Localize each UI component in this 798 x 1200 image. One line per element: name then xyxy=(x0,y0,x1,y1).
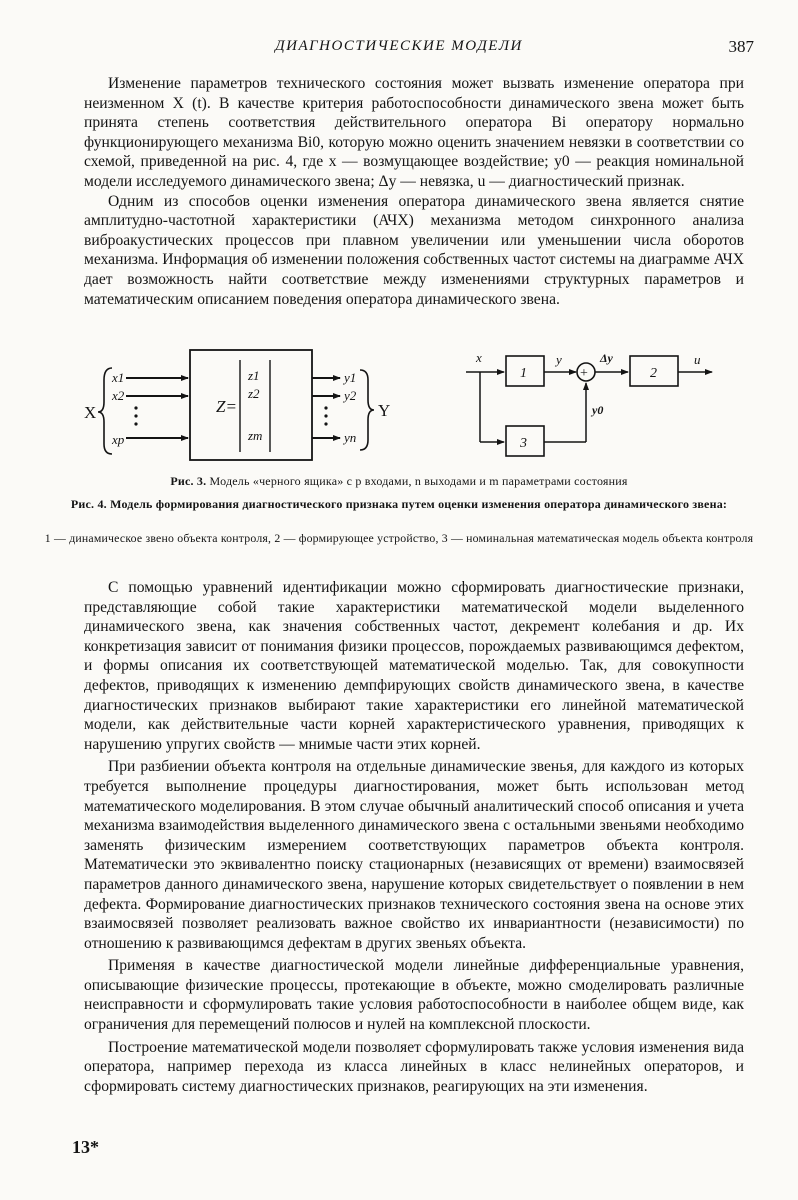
figure-3-caption xyxy=(44,474,754,489)
figure-3 xyxy=(84,350,390,460)
signature-mark: 13* xyxy=(72,1137,99,1157)
paragraph: Построение математической модели позволяет сформулировать также условия изменения вида оператора, например перехода из класса линейных в класс нелинейных операторов, и сформировать систему диагностических признаков, реагирующих на эти изменения. xyxy=(84,1038,744,1095)
paragraph: С помощью уравнений идентификации можно сформировать диагностические признаки, представляющие собой такие характеристики математической модели выделенного динамического звена, как значения собственных частот, декремент колебания и др. Их конкретизация зависит от понимания физики процессов, порождаемых развивающимся дефектом, и формы описания их соответствующей математической моделью. Так, для совокупности дефектов, приводящих к изменению демпфирующих свойств динамического звена, в качестве диагностических признаков выбирают такие характеристики его линейной математической модели, как действительные части корней характеристического уравнения, приводящих к нарушению упругих свойств — мнимые части этих корней. xyxy=(84,579,744,753)
paragraph: При разбиении объекта контроля на отдельные динамические звенья, для каждого из которых требуется выполнение процедуры диагностирования, может быть использован метод математического моделирования. В этом случае обычный аналитический способ описания и учета механизма взаимодействия выделенного динамического звена с остальными звеньями необходимо заменять физическим измерением соответствующих параметров объекта контроля. Математически это эквивалентно поиску стационарных (независящих от времени) взаимосвязей параметров данного динамического звена, нарушение которых свидетельствует о появлении в нем дефекта. Формирование диагностических признаков технического состояния звена на основе этих взаимосвязей позволяет реализовать важное свойство их инвариантности (независимости) по отношению к развивающимся дефектам в других звеньях объекта. xyxy=(84,758,744,952)
input-brace xyxy=(98,368,112,454)
block-number: 2 xyxy=(650,366,657,381)
input-label: xp xyxy=(112,432,125,447)
operator-label: Z= xyxy=(216,397,237,416)
intro-text-block xyxy=(84,74,744,309)
block-number: 3 xyxy=(520,436,527,451)
page-header xyxy=(0,38,798,62)
main-text-block xyxy=(84,578,744,1096)
output-label: y1 xyxy=(344,370,357,385)
figure-4-caption xyxy=(44,497,754,512)
figures-row xyxy=(64,340,754,462)
caption-lead: Рис. 3. xyxy=(170,474,207,488)
page-number: 387 xyxy=(728,37,754,56)
output-brace xyxy=(360,370,374,450)
signal-label: x xyxy=(476,350,482,365)
input-label: x2 xyxy=(112,388,125,403)
running-title: ДИАГНОСТИЧЕСКИЕ МОДЕЛИ xyxy=(275,38,523,54)
output-label: y2 xyxy=(344,388,357,403)
block-number: 1 xyxy=(520,366,527,381)
figure-4-legend: 1 — динамическое звено объекта контроля, 2 — формирующее устройство, 3 — номинальная математическая модель объекта контроля xyxy=(44,531,754,545)
sum-sign: + xyxy=(580,366,588,381)
caption-lead: Рис. 4. xyxy=(70,497,107,511)
black-box xyxy=(190,350,312,460)
signal-label: y xyxy=(556,352,562,367)
figure-4 xyxy=(466,350,712,456)
caption-text: Модель формирования диагностического признака путем оценки изменения оператора динамического звена: xyxy=(110,497,728,511)
caption-text: Модель «черного ящика» с p входами, n выходами и m параметрами состояния xyxy=(209,474,628,488)
paragraph: Изменение параметров технического состояния может вызвать изменение оператора при неизменном X (t). В качестве критерия работоспособности динамического звена может быть принята степень соответствия действительного оператора Bi оператору нормально функционирующего механизма Bi0, которую можно оценить значением невязки в соответствии со схемой, приведенной на рис. 4, где x — возмущающее воздействие; y0 — реакция номинальной модели исследуемого динамического звена; Δy — невязка, u — диагностический признак. xyxy=(84,75,744,190)
output-label: yn xyxy=(344,430,357,445)
input-group-label: X xyxy=(84,403,97,422)
parameter-label: z2 xyxy=(248,386,260,401)
parameter-label: zm xyxy=(248,428,263,443)
input-label: x1 xyxy=(112,370,125,385)
paragraph: Применяя в качестве диагностической модели линейные дифференциальные уравнения, описывающие физические процессы, протекающие в объекте, можно смоделировать различные неисправности и сформулировать такие условия работоспособности в наиболее общем виде, как ограничения для перемещений полюсов и нулей на комплексной плоскости. xyxy=(84,957,744,1034)
signal-label: u xyxy=(694,352,701,367)
signal-label: Δy xyxy=(600,351,613,365)
output-group-label: Y xyxy=(378,401,391,420)
paragraph: Одним из способов оценки изменения оператора динамического звена является снятие амплитудно-частотной характеристики (АЧХ) механизма методом синхронного анализа виброакустических процессов при плавном увеличении или уменьшении числа оборотов механизма. Информация об изменении положения собственных частот системы на диаграмме АЧХ дает возможность найти соответствие между изменениями структурных параметров и математическим описанием поведения оператора динамического звена. xyxy=(84,192,744,308)
signal-label: y0 xyxy=(592,403,604,417)
parameter-label: z1 xyxy=(248,368,260,383)
